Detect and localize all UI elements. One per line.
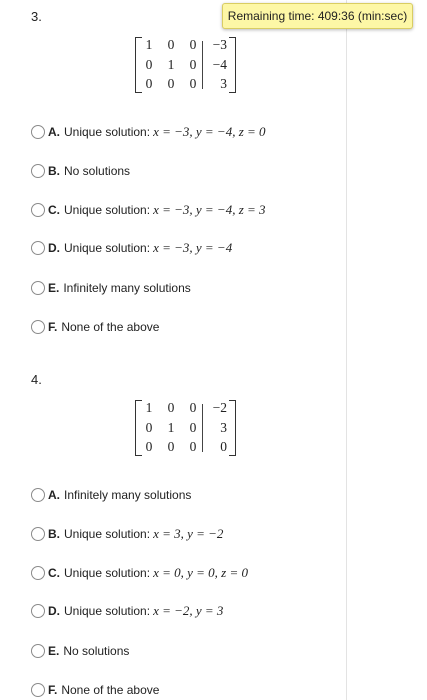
matrix-cell: 0 xyxy=(167,439,175,454)
option-letter: E. xyxy=(48,281,60,295)
radio-button[interactable] xyxy=(31,566,45,580)
option-letter: D. xyxy=(48,604,60,618)
option-letter: C. xyxy=(48,566,60,580)
matrix-cell: 0 xyxy=(220,439,227,454)
option-math: x = −2, y = 3 xyxy=(153,603,224,618)
matrix-cell: −4 xyxy=(212,57,227,72)
option-letter: B. xyxy=(48,527,60,541)
option-math: x = 0, y = 0, z = 0 xyxy=(153,565,248,580)
option-text: Unique solution: xyxy=(64,241,151,255)
matrix-right-bracket xyxy=(229,37,236,93)
option-math: x = −3, y = −4 xyxy=(153,240,233,255)
option-text: Infinitely many solutions xyxy=(63,281,191,295)
option-text: Infinitely many solutions xyxy=(64,488,192,502)
option-text: Unique solution: xyxy=(64,604,151,618)
matrix-cell: 3 xyxy=(220,76,227,91)
radio-button[interactable] xyxy=(31,203,45,217)
answer-option-c[interactable] xyxy=(31,565,248,581)
question-number: 3. xyxy=(31,9,42,24)
option-letter: E. xyxy=(48,644,60,658)
matrix-left-bracket xyxy=(135,37,142,93)
augmented-matrix xyxy=(135,400,236,456)
radio-button[interactable] xyxy=(31,241,45,255)
option-math: x = 3, y = −2 xyxy=(153,526,224,541)
option-letter: B. xyxy=(48,164,60,178)
option-math: x = −3, y = −4, z = 0 xyxy=(153,124,266,139)
radio-button[interactable] xyxy=(31,320,45,334)
radio-button[interactable] xyxy=(31,164,45,178)
option-text: Unique solution: xyxy=(64,203,151,217)
remaining-time-badge: Remaining time: 409:36 (min:sec) xyxy=(222,3,413,29)
matrix-left-bracket xyxy=(135,400,142,456)
matrix-right-bracket xyxy=(229,400,236,456)
question-number: 4. xyxy=(31,372,42,387)
radio-button[interactable] xyxy=(31,488,45,502)
matrix-cell: 0 xyxy=(189,439,197,454)
answer-option-b[interactable] xyxy=(31,526,223,542)
answer-option-e[interactable] xyxy=(31,280,191,296)
matrix-cell: −2 xyxy=(212,400,227,415)
matrix-cell: 0 xyxy=(189,420,197,435)
radio-button[interactable] xyxy=(31,683,45,697)
radio-button[interactable] xyxy=(31,125,45,139)
matrix-cell: 0 xyxy=(167,37,175,52)
radio-button[interactable] xyxy=(31,281,45,295)
option-letter: D. xyxy=(48,241,60,255)
answer-option-f[interactable] xyxy=(31,319,159,335)
matrix-cell: 0 xyxy=(145,57,153,72)
answer-option-f[interactable] xyxy=(31,682,159,698)
matrix-cell: 0 xyxy=(145,76,153,91)
answer-option-a[interactable] xyxy=(31,124,266,140)
answer-option-a[interactable] xyxy=(31,487,191,503)
answer-option-b[interactable] xyxy=(31,163,130,179)
option-letter: C. xyxy=(48,203,60,217)
matrix-cell: 1 xyxy=(167,57,175,72)
matrix-cell: 1 xyxy=(145,37,153,52)
matrix-cell: 0 xyxy=(145,420,153,435)
option-text: Unique solution: xyxy=(64,527,151,541)
option-letter: A. xyxy=(48,125,60,139)
option-letter: A. xyxy=(48,488,60,502)
matrix-cell: 0 xyxy=(189,76,197,91)
option-text: No solutions xyxy=(63,644,130,658)
matrix-cell: 0 xyxy=(189,400,197,415)
matrix-cell: 1 xyxy=(167,420,175,435)
option-text: Unique solution: xyxy=(64,566,151,580)
content-divider xyxy=(346,0,347,700)
option-text: Unique solution: xyxy=(64,125,151,139)
answer-option-d[interactable] xyxy=(31,603,223,619)
matrix-cell: 0 xyxy=(189,37,197,52)
radio-button[interactable] xyxy=(31,527,45,541)
option-text: None of the above xyxy=(61,320,160,334)
option-text: None of the above xyxy=(61,683,160,697)
answer-option-d[interactable] xyxy=(31,240,232,256)
radio-button[interactable] xyxy=(31,644,45,658)
matrix-cell: 3 xyxy=(220,420,227,435)
matrix-cell: 0 xyxy=(189,57,197,72)
radio-button[interactable] xyxy=(31,604,45,618)
answer-option-e[interactable] xyxy=(31,643,129,659)
matrix-cell: 1 xyxy=(145,400,153,415)
matrix-cell: −3 xyxy=(212,37,227,52)
matrix-cell: 0 xyxy=(167,76,175,91)
option-text: No solutions xyxy=(64,164,131,178)
option-letter: F. xyxy=(48,683,58,697)
option-letter: F. xyxy=(48,320,58,334)
answer-option-c[interactable] xyxy=(31,202,266,218)
matrix-cell: 0 xyxy=(145,439,153,454)
option-math: x = −3, y = −4, z = 3 xyxy=(153,202,266,217)
matrix-cell: 0 xyxy=(167,400,175,415)
augmented-matrix xyxy=(135,37,236,93)
